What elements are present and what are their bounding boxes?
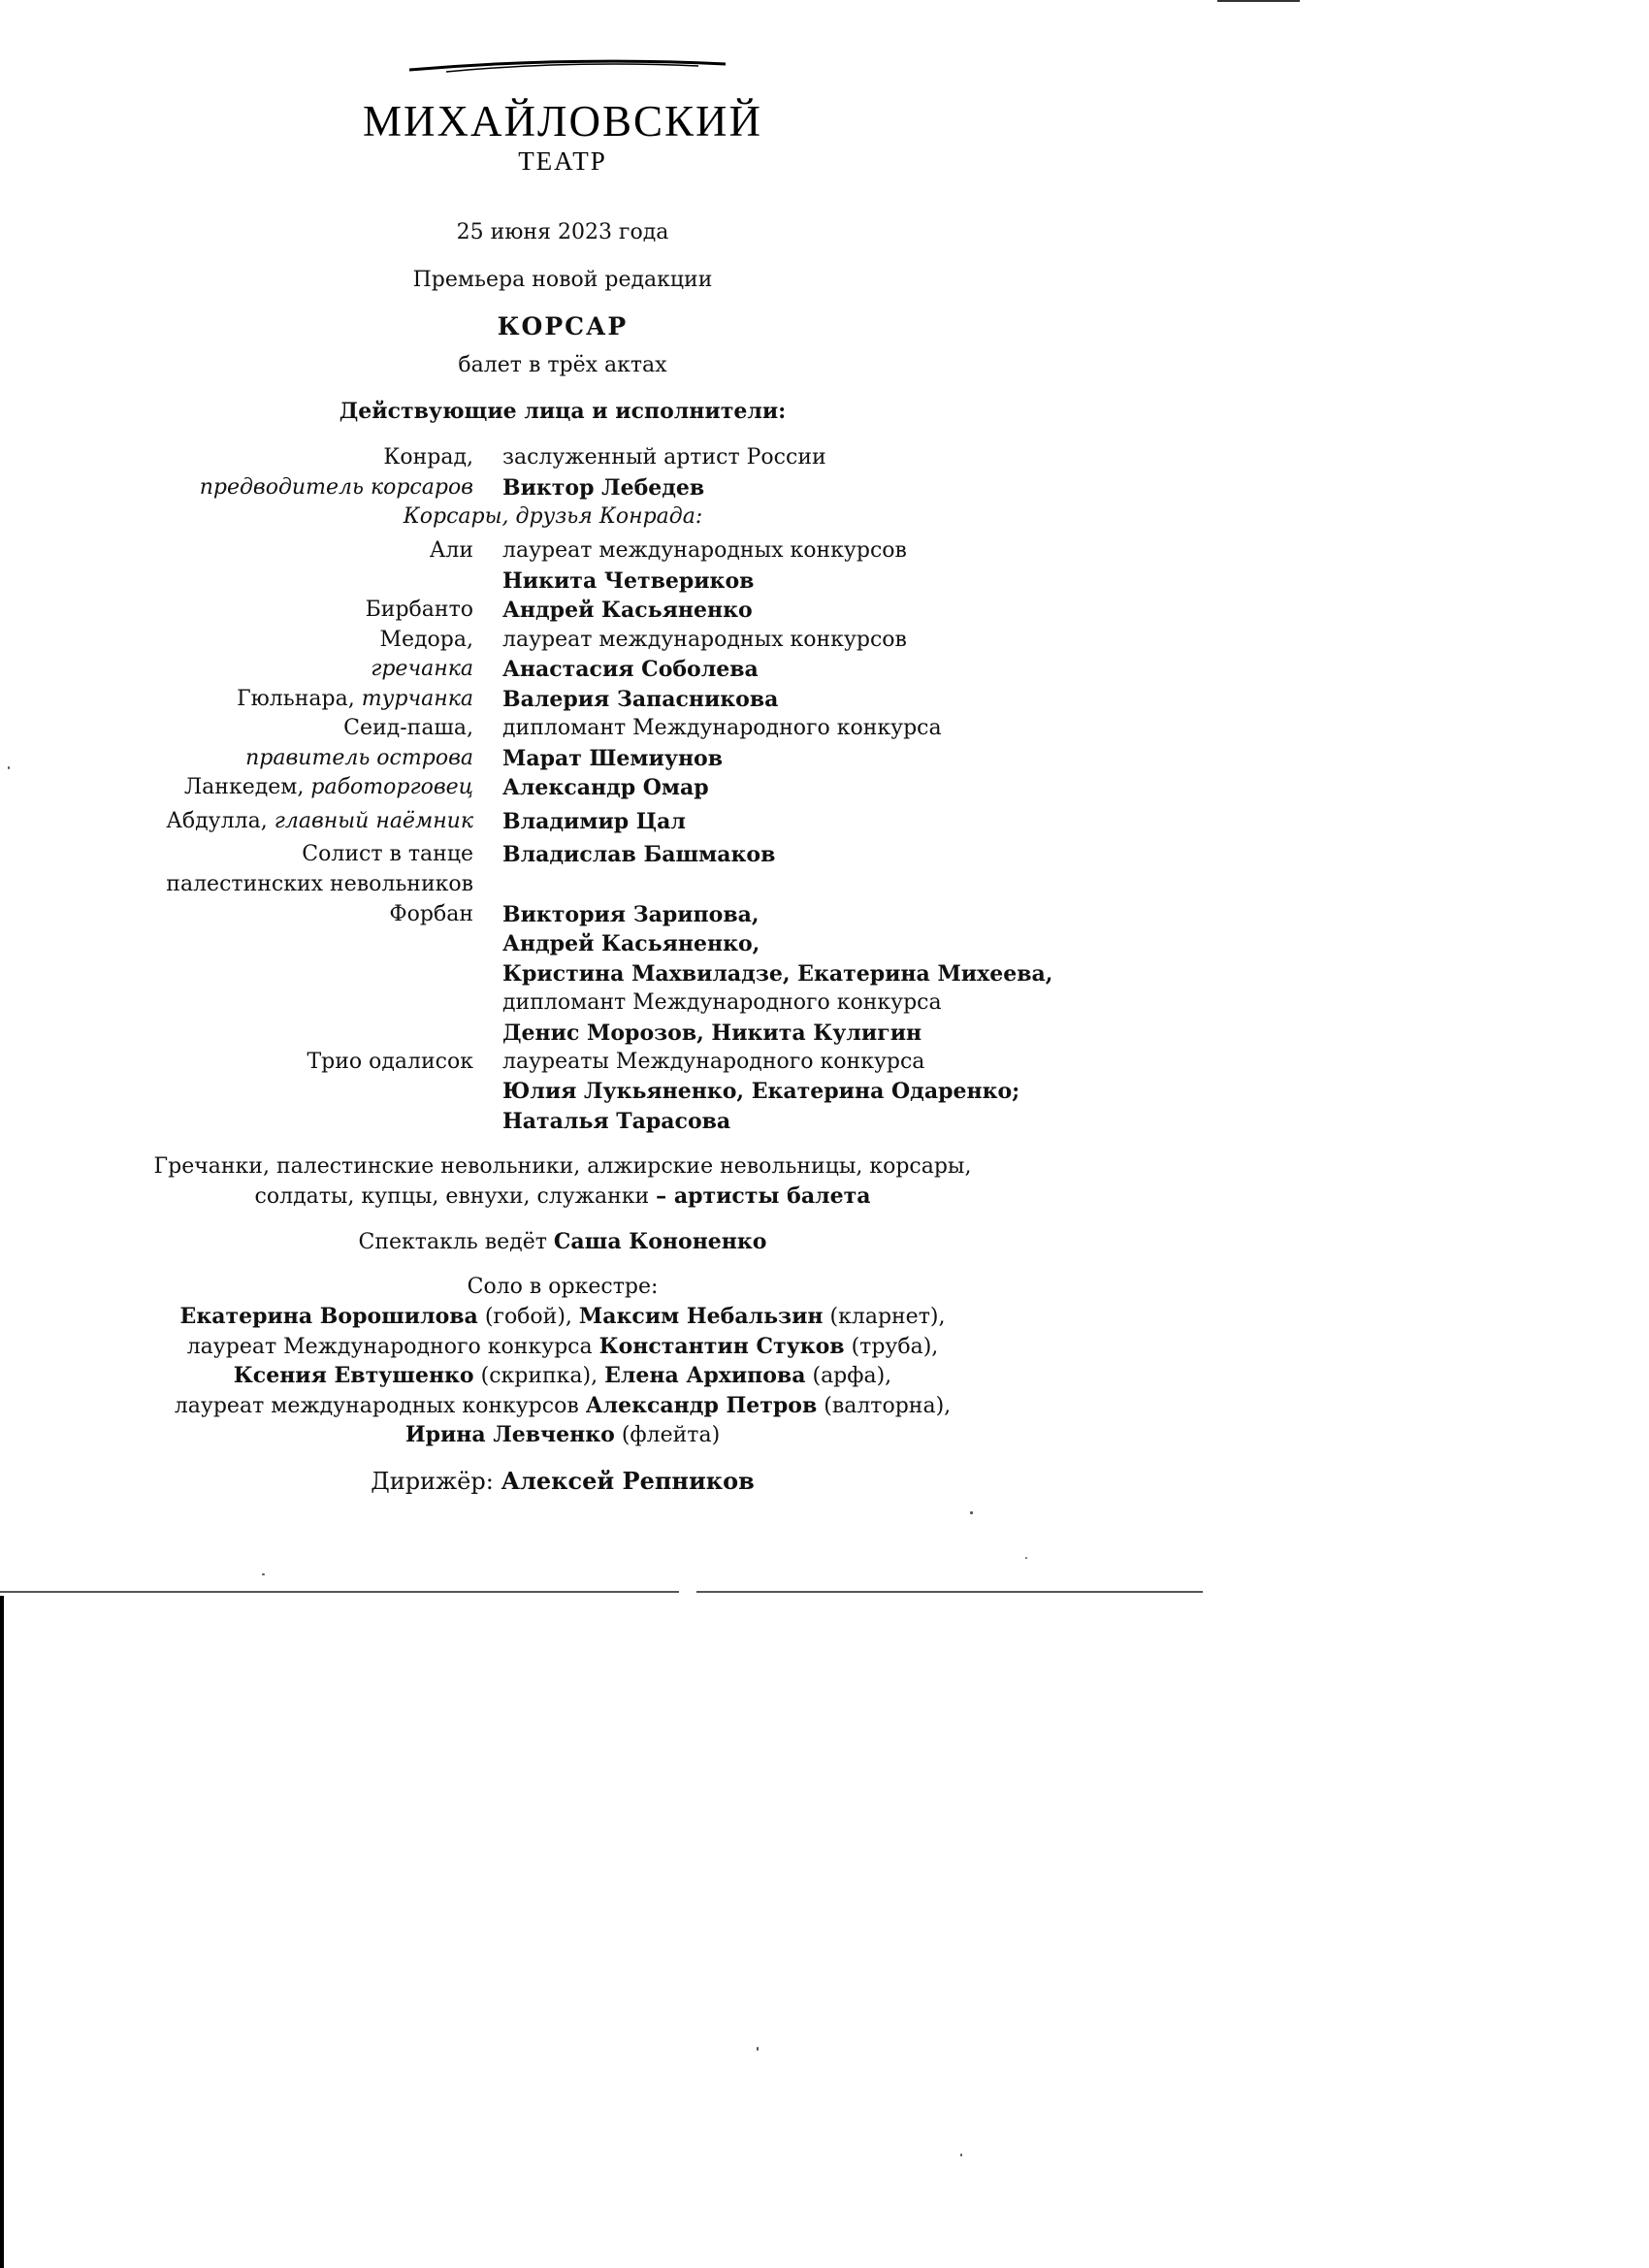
cast-role: Бирбанто bbox=[365, 598, 473, 622]
cast-performer-title: лауреат международных конкурсов bbox=[502, 538, 907, 563]
cast-role-description: предводитель корсаров bbox=[199, 475, 473, 500]
soloist-name: Ирина Левченко bbox=[404, 1422, 615, 1447]
cast-performer: Виктория Зарипова, bbox=[502, 902, 760, 927]
ensemble-line-1: Гречанки, палестинские невольники, алжирские невольницы, корсары, bbox=[153, 1154, 972, 1179]
cast-row bbox=[0, 1019, 1125, 1048]
conductor-line bbox=[0, 1467, 1125, 1496]
soloist-instrument: (скрипка), bbox=[480, 1364, 598, 1388]
theatre-logo-name: МИХАЙЛОВСКИЙ bbox=[362, 97, 763, 146]
cast-row bbox=[0, 567, 1125, 596]
cast-row bbox=[0, 596, 1125, 625]
cast-heading: Действующие лица и исполнители: bbox=[339, 399, 787, 424]
cast-performer: Александр Омар bbox=[502, 775, 709, 800]
soloist-name: Александр Петров bbox=[585, 1393, 818, 1418]
ballet-title: КОРСАР bbox=[497, 312, 629, 340]
orchestra-line-5 bbox=[0, 1420, 1125, 1450]
cast-row bbox=[0, 473, 1125, 502]
cast-role: Форбан bbox=[389, 902, 473, 926]
ensemble-roles: солдаты, купцы, евнухи, служанки bbox=[254, 1184, 650, 1209]
cast-role-description: главный наёмник bbox=[274, 809, 473, 833]
cast-role: Сеид-паша, bbox=[343, 716, 473, 740]
cast-row bbox=[0, 988, 1125, 1018]
conductor-name: Алексей Репников bbox=[501, 1467, 755, 1495]
soloist-instrument: (труба), bbox=[851, 1335, 939, 1359]
orchestra-line-4 bbox=[0, 1391, 1125, 1421]
soloist-name: Ксения Евтушенко bbox=[233, 1363, 474, 1388]
cast-row bbox=[0, 773, 1125, 802]
cast-role bbox=[184, 773, 473, 802]
cast-role: Медора, bbox=[379, 628, 473, 652]
ensemble-performers: – артисты балета bbox=[656, 1183, 871, 1209]
cast-performer: Марат Шемиунов bbox=[502, 746, 724, 771]
cast-group-row bbox=[0, 502, 1125, 532]
cast-performer: Денис Морозов, Никита Кулигин bbox=[502, 1021, 922, 1046]
orchestra-line-1 bbox=[0, 1302, 1125, 1332]
conductor-label: Дирижёр: bbox=[371, 1468, 494, 1495]
cast-role-description: правитель острова bbox=[245, 746, 473, 770]
orchestra-line-2 bbox=[0, 1332, 1125, 1362]
cast-role-name: Абдулла, bbox=[166, 809, 268, 833]
scan-speck bbox=[262, 1573, 265, 1575]
cast-performer: Андрей Касьяненко bbox=[502, 598, 753, 623]
scan-speck bbox=[960, 2154, 962, 2156]
cast-performer-title: заслуженный артист России bbox=[502, 445, 826, 470]
scan-edge-line-left bbox=[0, 1591, 679, 1593]
cast-role: Конрад, bbox=[383, 445, 473, 470]
cast-role-description: гречанка bbox=[371, 657, 473, 681]
soloist-instrument: (кларнет), bbox=[829, 1305, 946, 1329]
ensemble-line-2 bbox=[0, 1182, 1125, 1212]
soloist-title: лауреат международных конкурсов bbox=[174, 1394, 579, 1418]
soloist-instrument: (гобой), bbox=[484, 1305, 572, 1329]
scan-edge-bar bbox=[0, 1596, 4, 2268]
cast-row bbox=[0, 1107, 1125, 1136]
soloist-instrument: (валторна), bbox=[824, 1394, 952, 1418]
cast-row bbox=[0, 626, 1125, 655]
cast-row bbox=[0, 929, 1125, 958]
cast-role-description: работорговец bbox=[310, 775, 473, 799]
cast-performer-title: дипломант Международного конкурса bbox=[502, 990, 942, 1015]
performance-date: 25 июня 2023 года bbox=[456, 220, 669, 244]
cast-performer-title: дипломант Международного конкурса bbox=[502, 716, 942, 740]
soloist-name: Константин Стуков bbox=[598, 1334, 845, 1359]
host-line bbox=[0, 1227, 1125, 1257]
soloist-name: Екатерина Ворошилова bbox=[179, 1304, 478, 1329]
ballet-subtitle: балет в трёх актах bbox=[458, 353, 667, 377]
cast-performer-title: лауреат международных конкурсов bbox=[502, 628, 907, 652]
cast-role: Солист в танце bbox=[302, 842, 473, 866]
scan-speck bbox=[970, 1511, 973, 1514]
soloist-instrument: (флейта) bbox=[621, 1423, 721, 1447]
cast-performer: Никита Четвериков bbox=[502, 568, 755, 594]
cast-performer: Кристина Махвиладзе, Екатерина Михеева, bbox=[502, 961, 1053, 987]
soloist-name: Елена Архипова bbox=[604, 1363, 806, 1388]
scan-edge-line-top bbox=[1217, 0, 1300, 2]
soloist-instrument: (арфа), bbox=[812, 1364, 892, 1388]
cast-row bbox=[0, 1048, 1125, 1077]
cast-performer: Валерия Запасникова bbox=[502, 687, 779, 712]
cast-performer: Анастасия Соболева bbox=[502, 657, 759, 682]
cast-role bbox=[166, 807, 473, 836]
cast-row bbox=[0, 807, 1125, 836]
cast-performer: Юлия Лукьяненко, Екатерина Одаренко; bbox=[502, 1079, 1020, 1104]
host-name: Саша Кононенко bbox=[553, 1229, 767, 1254]
cast-group-heading: Корсары, друзья Конрада: bbox=[403, 504, 703, 529]
cast-row bbox=[0, 959, 1125, 988]
cast-row bbox=[0, 685, 1125, 714]
cast-role-name: Ланкедем, bbox=[183, 775, 305, 799]
cast-performer: Виктор Лебедев bbox=[502, 475, 705, 501]
cast-row bbox=[0, 840, 1125, 869]
cast-row bbox=[0, 443, 1125, 472]
cast-row bbox=[0, 714, 1125, 743]
cast-row bbox=[0, 744, 1125, 773]
cast-row bbox=[0, 655, 1125, 684]
premiere-note: Премьера новой редакции bbox=[412, 268, 713, 292]
cast-row bbox=[0, 1077, 1125, 1106]
cast-row bbox=[0, 536, 1125, 566]
theatre-logo-sub: ТЕАТР bbox=[518, 146, 607, 176]
cast-row bbox=[0, 870, 1125, 899]
cast-role bbox=[237, 685, 473, 714]
cast-role-description: турчанка bbox=[361, 687, 473, 711]
orchestra-line-3 bbox=[0, 1361, 1125, 1391]
cast-performer-title: лауреаты Международного конкурса bbox=[502, 1050, 925, 1074]
cast-role: палестинских невольников bbox=[166, 872, 473, 896]
cast-role: Али bbox=[429, 538, 473, 563]
cast-performer: Владислав Башмаков bbox=[502, 842, 776, 867]
cast-performer: Андрей Касьяненко, bbox=[502, 931, 760, 956]
cast-performer: Наталья Тарасова bbox=[502, 1109, 731, 1134]
soloist-name: Максим Небальзин bbox=[578, 1304, 824, 1329]
logo-arc bbox=[407, 56, 728, 81]
cast-role: Трио одалисок bbox=[307, 1050, 473, 1074]
soloist-title: лауреат Международного конкурса bbox=[186, 1335, 593, 1359]
cast-performer: Владимир Цал bbox=[502, 809, 686, 834]
cast-role-name: Гюльнара, bbox=[237, 687, 355, 711]
scan-speck bbox=[757, 2047, 759, 2051]
host-label: Спектакль ведёт bbox=[358, 1230, 547, 1254]
scan-speck bbox=[1025, 1557, 1027, 1559]
scan-edge-line-right bbox=[696, 1591, 1203, 1593]
cast-row bbox=[0, 900, 1125, 929]
orchestra-heading: Соло в оркестре: bbox=[467, 1275, 659, 1299]
